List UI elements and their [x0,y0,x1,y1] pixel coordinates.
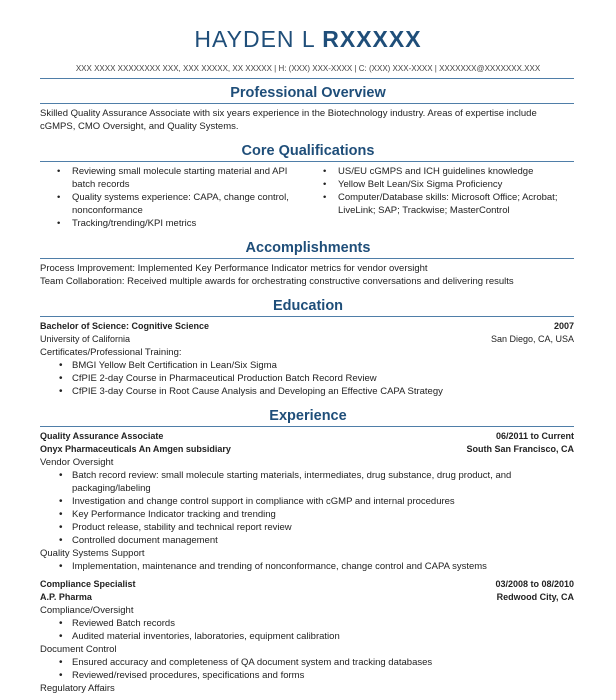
list-item: • Reviewing small molecule starting material and API batch records [57,166,288,190]
job-dates: 03/2008 to 08/2010 [495,579,574,589]
job-subsection: Vendor Oversight [40,457,114,468]
section-heading-overview: Professional Overview [230,85,386,101]
school: University of California [40,334,131,344]
bullet-icon: • [59,522,63,533]
bullet-icon: • [59,496,63,507]
section-heading-experience: Experience [269,408,347,424]
list-item: • Computer/Database skills: Microsoft Office; Acrobat; LiveLink; SAP; Trackwise; MasterControl [323,192,558,216]
job-company-row [40,591,574,604]
job-subsection: Quality Systems Support [40,548,145,559]
bullet-icon: • [59,360,63,371]
candidate-name [0,26,616,53]
list-item: • BMGI Yellow Belt Certification in Lean/Six Sigma [59,360,277,371]
last-name: RXXXXX [322,26,422,52]
bullet-icon: • [323,179,327,190]
certificates-list [59,359,574,398]
list-item: • US/EU cGMPS and ICH guidelines knowledge [323,166,534,177]
bullet-icon: • [59,657,63,668]
bullet-icon: • [59,670,63,681]
job-subsection: Compliance/Oversight [40,605,134,616]
certificates-label: Certificates/Professional Training: [40,347,182,358]
divider [40,103,574,104]
list-item: • Quality systems experience: CAPA, change control, nonconformance [57,192,289,216]
list-item: • Key Performance Indicator tracking and trending [59,509,276,520]
divider [40,258,574,259]
graduation-year: 2007 [553,321,574,331]
list-item: • Batch record review: small molecule starting materials, intermediates, drug substance, drug product, and packaging/labeling [59,470,512,494]
accomplishment-item: Process Improvement: Implemented Key Performance Indicator metrics for vendor oversight [40,263,428,274]
job-title: Quality Assurance Associate [40,431,164,441]
degree: Bachelor of Science: Cognitive Science [40,321,210,331]
bullet-icon: • [59,373,63,384]
school-location: San Diego, CA, USA [490,334,574,344]
list-item: • Tracking/trending/KPI metrics [57,218,197,229]
overview-text: Skilled Quality Assurance Associate with six years experience in the Biotechnology industry. Areas of expertise include cGMPS, CMO Oversight, and Quality Systems. [40,108,537,132]
list-item: • Product release, stability and technical report review [59,522,292,533]
bullet-icon: • [59,561,63,572]
bullet-icon: • [59,535,63,546]
bullet-icon: • [59,618,63,629]
bullet-icon: • [59,470,63,481]
list-item: • Ensured accuracy and completeness of QA document system and tracking databases [59,657,433,668]
accomplishment-item: Team Collaboration: Received multiple awards for orchestrating constructive conversations and delivering results [40,276,514,287]
qualifications-left [57,165,304,230]
list-item: • Investigation and change control support in compliance with cGMP and internal procedures [59,496,455,507]
bullet-icon: • [59,631,63,642]
list-item: • Controlled document management [59,535,218,546]
divider [40,316,574,317]
list-item: • CfPIE 2-day Course in Pharmaceutical Production Batch Record Review [59,373,377,384]
job-duties-list [59,656,574,682]
contact-line: XXX XXXX XXXXXXXX XXX, XXX XXXXX, XX XXXXX | H: (XXX) XXX-XXXX | C: (XXX) XXX-XXXX | XXXXXXX@XXXXXXX.XXX [75,64,541,73]
list-item: • Reviewed Batch records [59,618,175,629]
divider [40,161,574,162]
divider [40,426,574,427]
list-item: • CfPIE 3-day Course in Root Cause Analysis and Developing an Effective CAPA Strategy [59,386,443,397]
company-location: South San Francisco, CA [466,444,574,454]
list-item: • Yellow Belt Lean/Six Sigma Proficiency [323,179,503,190]
job-title: Compliance Specialist [40,579,136,589]
list-item: • Implementation, maintenance and trending of nonconformance, change control and CAPA systems [59,561,487,572]
bullet-icon: • [57,192,61,203]
list-item: • Audited material inventories, laboratories, equipment calibration [59,631,340,642]
section-heading-qualifications: Core Qualifications [241,143,375,159]
section-heading-accomplishments: Accomplishments [245,240,371,256]
education-degree-row [40,320,574,333]
job-duties-list [59,560,574,573]
job-title-row [40,430,574,443]
job-dates: 06/2011 to Current [495,431,574,441]
bullet-icon: • [57,166,61,177]
first-name: HAYDEN L [194,26,315,52]
job-subsection: Document Control [40,644,117,655]
company: A.P. Pharma [40,592,92,602]
bullet-icon: • [59,386,63,397]
job-subsection: Regulatory Affairs [40,683,115,694]
qualifications-right [323,165,574,217]
job-duties-list [59,469,574,547]
bullet-icon: • [323,166,327,177]
section-heading-education: Education [272,298,344,314]
job-company-row [40,443,574,456]
job-title-row [40,578,574,591]
bullet-icon: • [323,192,327,203]
company: Onyx Pharmaceuticals An Amgen subsidiary [40,444,231,454]
list-item: • Reviewed/revised procedures, specifications and forms [59,670,305,681]
company-location: Redwood City, CA [496,592,574,602]
job-duties-list [59,617,574,643]
bullet-icon: • [59,509,63,520]
divider [40,78,574,79]
bullet-icon: • [57,218,61,229]
education-school-row [40,333,574,346]
